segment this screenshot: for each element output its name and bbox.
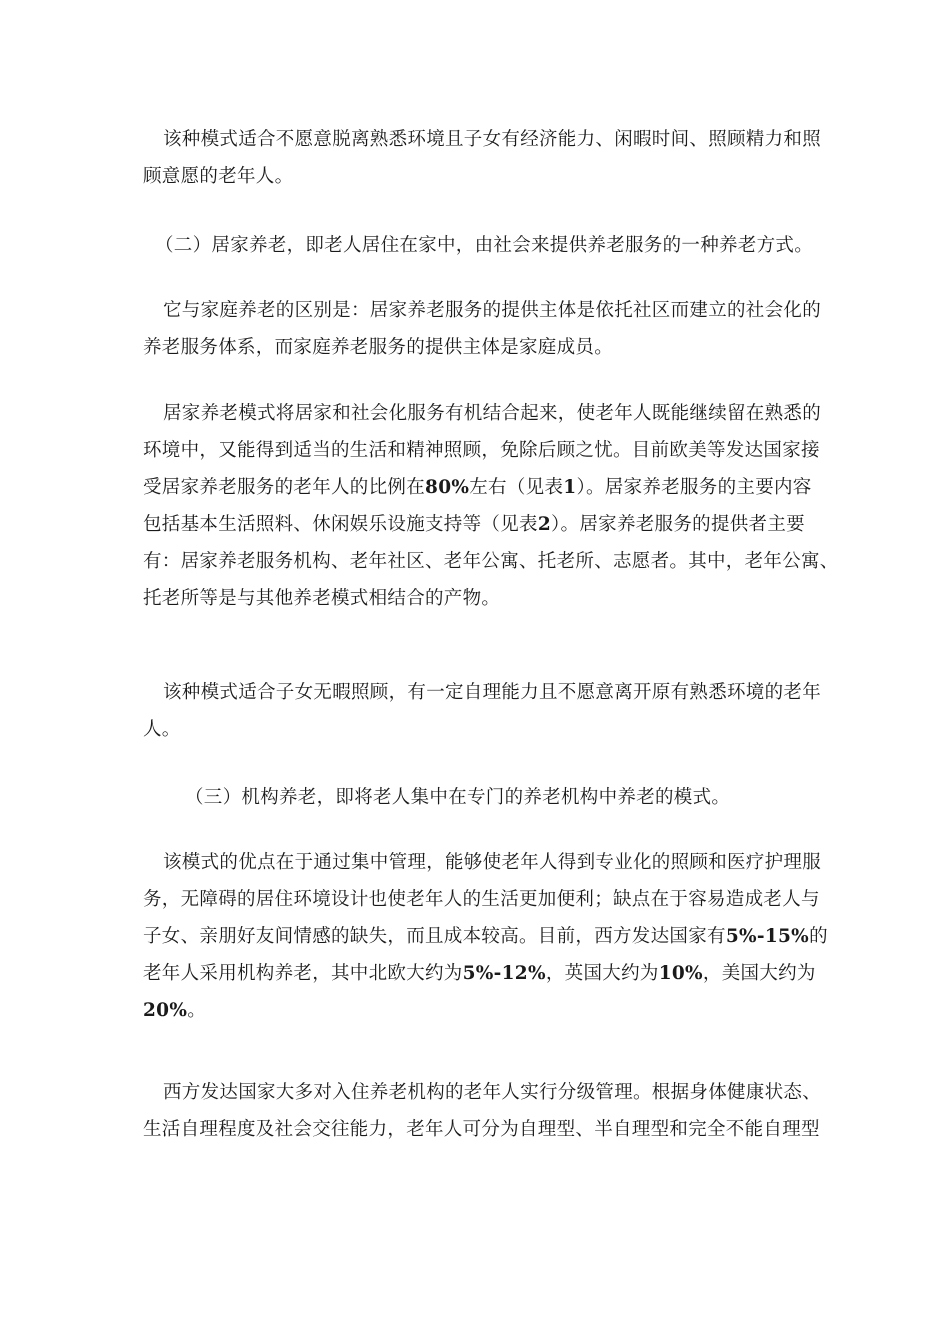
bold-figure: 1 <box>563 477 577 498</box>
paragraph <box>143 292 822 366</box>
text-line: （二）居家养老，即老人居住在家中，由社会来提供养老服务的一种养老方式。 <box>155 235 814 256</box>
text-line: （三）机构养老，即将老人集中在专门的养老机构中养老的模式。 <box>185 787 731 808</box>
text-line: 顾意愿的老年人。 <box>143 166 294 187</box>
bold-figure: 5%-12% <box>462 963 546 984</box>
bold-figure: 80% <box>425 477 470 498</box>
text-line: 务，无障碍的居住环境设计也使老年人的生活更加便利；缺点在于容易造成老人与 <box>143 889 820 910</box>
text-line: 该种模式适合不愿意脱离熟悉环境且子女有经济能力、闲暇时间、照顾精力和照 <box>163 129 822 150</box>
text-line: 有：居家养老服务机构、老年社区、老年公寓、托老所、志愿者。其中，老年公寓、 <box>143 551 839 572</box>
section-heading <box>143 227 814 264</box>
text-line: 它与家庭养老的区别是：居家养老服务的提供主体是依托社区而建立的社会化的 <box>163 300 822 321</box>
section-heading <box>143 779 811 816</box>
text-line: 西方发达国家大多对入住养老机构的老年人实行分级管理。根据身体健康状态、 <box>163 1082 822 1103</box>
text-line: 人。 <box>143 719 181 740</box>
paragraph <box>143 121 822 195</box>
text-line: 子女、亲朋好友间情感的缺失，而且成本较高。目前，西方发达国家有5%-15%的 <box>143 926 828 947</box>
bold-figure: 10% <box>658 963 703 984</box>
bold-figure: 2 <box>537 514 551 535</box>
text-line: 受居家养老服务的老年人的比例在80%左右（见表1）。居家养老服务的主要内容 <box>143 477 812 498</box>
paragraph <box>143 395 839 617</box>
paragraph <box>143 844 828 1029</box>
text-line: 养老服务体系，而家庭养老服务的提供主体是家庭成员。 <box>143 337 614 358</box>
bold-figure: 5%-15% <box>725 926 810 947</box>
text-line: 该种模式适合子女无暇照顾，有一定自理能力且不愿意离开原有熟悉环境的老年 <box>163 682 822 703</box>
text-line: 环境中，又能得到适当的生活和精神照顾，免除后顾之忧。目前欧美等发达国家接 <box>143 440 820 461</box>
text-line: 生活自理程度及社会交往能力，老年人可分为自理型、半自理型和完全不能自理型 <box>143 1119 820 1140</box>
text-line: 包括基本生活照料、休闲娱乐设施支持等（见表2）。居家养老服务的提供者主要 <box>143 514 805 535</box>
bold-figure: 20% <box>143 1000 188 1021</box>
text-line: 托老所等是与其他养老模式相结合的产物。 <box>143 588 501 609</box>
text-line: 老年人采用机构养老，其中北欧大约为5%-12%，英国大约为10%，美国大约为 <box>143 963 816 984</box>
paragraph <box>143 1074 822 1148</box>
text-line: 居家养老模式将居家和社会化服务有机结合起来，使老年人既能继续留在熟悉的 <box>163 403 822 424</box>
text-line: 该模式的优点在于通过集中管理，能够使老年人得到专业化的照顾和医疗护理服 <box>163 852 822 873</box>
text-line: 20%。 <box>143 1000 207 1021</box>
paragraph <box>143 674 822 748</box>
